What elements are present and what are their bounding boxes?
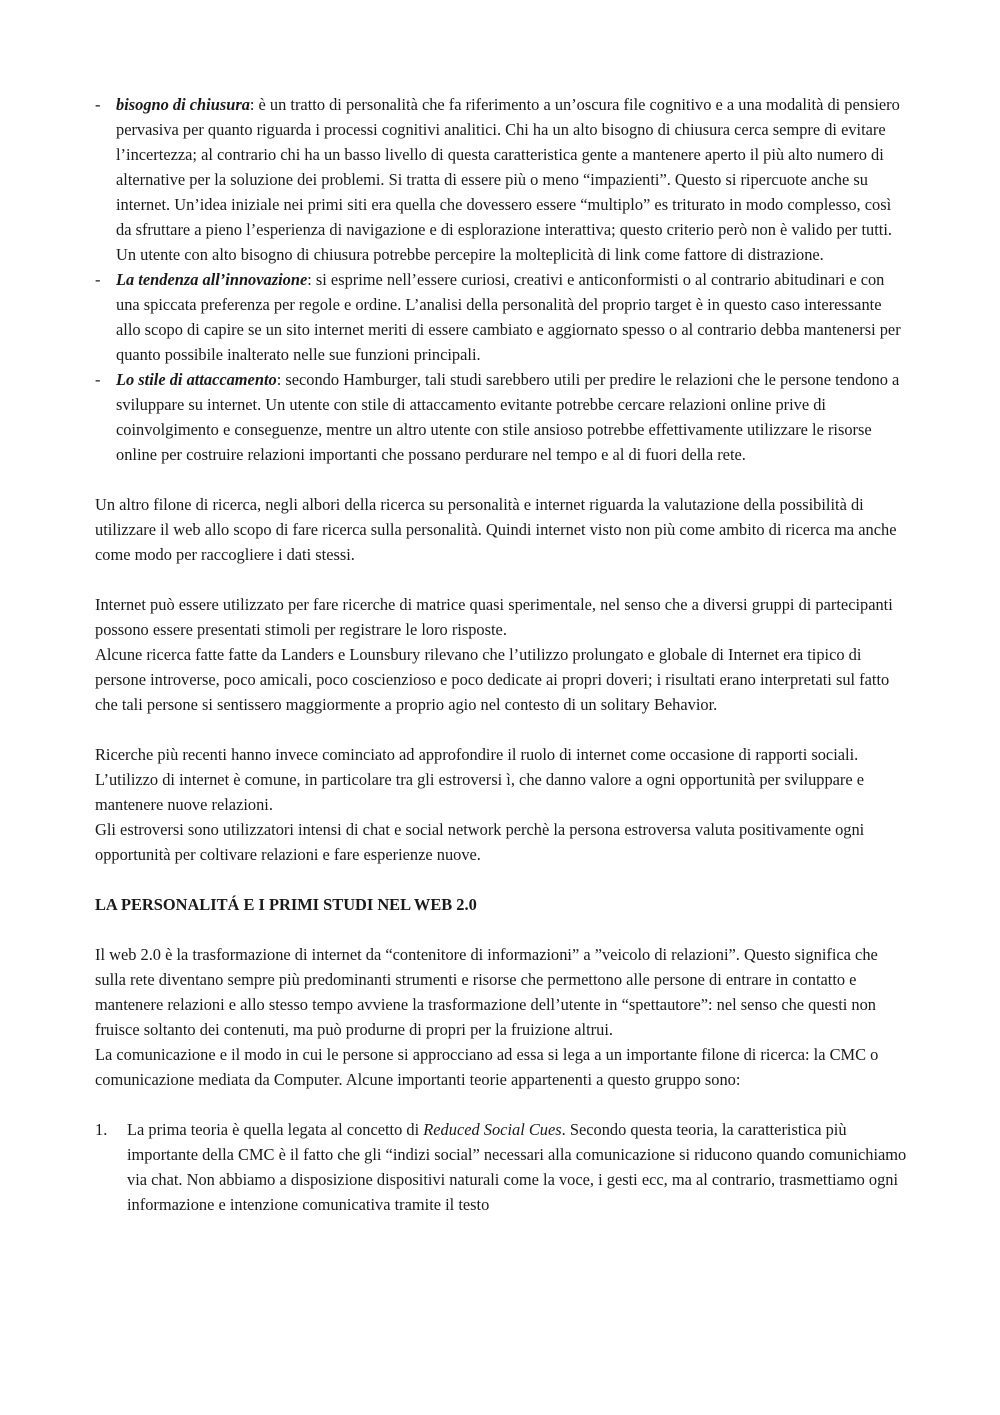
bullet-text: : secondo Hamburger, tali studi sarebbero utili per predire le relazioni che le persone tendono a sviluppare su internet. Un utente con stile di attaccamento evitante potrebbe cercare relazioni online prive di coinvolgimento e conseguenze, mentre un altro utente con stile ansioso potrebbe effettivamente utilizzare le risorse online per costruire relazioni importanti che possano perdurare nel tempo e al di fuori della rete. — [116, 370, 900, 464]
bullet-dash: - — [95, 95, 101, 114]
item-text-after: . Secondo questa teoria, la caratteristica più importante della CMC è il fatto che gli “indizi social” necessari alla comunicazione si riducono quando comunichiamo via chat. Non abbiamo a disposizione dispositivi naturali come la voce, i gesti ecc, ma al contrario, trasmettiamo ogni informazione e intenzione comunicativa tramite il testo — [127, 1120, 907, 1214]
bullet-item-bisogno-di-chiusura — [95, 92, 910, 267]
list-number: 1. — [95, 1120, 108, 1139]
item-text-before: La prima teoria è quella legata al concetto di — [127, 1120, 424, 1139]
bullet-term: bisogno di chiusura — [116, 95, 250, 114]
paragraph: Ricerche più recenti hanno invece cominciato ad approfondire il ruolo di internet come occasione di rapporti sociali. L’utilizzo di internet è comune, in particolare tra gli estroversi ì, che danno valore a ogni opportunità per sviluppare e mantenere nuove relazioni. — [95, 745, 865, 814]
bullet-term: La tendenza all’innovazione — [116, 270, 308, 289]
bullet-dash: - — [95, 270, 101, 289]
paragraph: Alcune ricerca fatte fatte da Landers e Lounsbury rilevano che l’utilizzo prolungato e globale di Internet era tipico di persone introverse, poco amicali, poco coscienzioso e poco dedicate ai propri doveri; i risultati erano interpretati sul fatto che tali persone si sentissero maggiormente a proprio agio nel contesto di un solitary Behavior. — [95, 645, 890, 714]
bullet-dash: - — [95, 370, 101, 389]
paragraph: Il web 2.0 è la trasformazione di internet da “contenitore di informazioni” a ”veicolo di relazioni”. Questo significa che sulla rete diventano sempre più predominanti strumenti e risorse che permettono alle persone di entrare in contatto e mantenere relazioni e allo stesso tempo avviene la trasformazione dell’utente in “spettautore”: nel senso che questi non fruisce soltanto dei contenuti, ma può produrne di propri per la fruizione altrui. — [95, 945, 878, 1039]
bullet-item-stile-attaccamento — [95, 367, 910, 467]
bullet-item-tendenza-innovazione — [95, 267, 910, 367]
paragraph: Internet può essere utilizzato per fare ricerche di matrice quasi sperimentale, nel senso che a diversi gruppi di partecipanti possono essere presentati stimoli per registrare le loro risposte. — [95, 595, 893, 639]
theory-numbered-list — [95, 1117, 910, 1217]
trait-bullet-list — [95, 92, 910, 467]
bullet-text: : è un tratto di personalità che fa riferimento a un’oscura file cognitivo e a una modalità di pensiero pervasiva per quanto riguarda i processi cognitivi analitici. Chi ha un alto bisogno di chiusura cerca sempre di evitare l’incertezza; al contrario chi ha un basso livello di questa caratteristica gente a mantenere aperto il più alto numero di alternative per la soluzione dei problemi. Si tratta di essere più o meno “impazienti”. Questo si ripercuote anche su internet. Un’idea iniziale nei primi siti era quella che dovessero essere “multiplo” es triturato in modo complesso, così da sfruttare a pieno l’esperienza di navigazione e di esplorazione interattiva; questo criterio però non è valido per tutti. Un utente con alto bisogno di chiusura potrebbe percepire la molteplicità di link come fattore di distrazione. — [116, 95, 900, 264]
section-heading: LA PERSONALITÁ E I PRIMI STUDI NEL WEB 2.0 — [95, 895, 477, 914]
paragraph: La comunicazione e il modo in cui le persone si approcciano ad essa si lega a un importante filone di ricerca: la CMC o comunicazione mediata da Computer. Alcune importanti teorie appartenenti a questo gruppo sono: — [95, 1045, 879, 1089]
bullet-text: : si esprime nell’essere curiosi, creativi e anticonformisti o al contrario abitudinari e con una spiccata preferenza per regole e ordine. L’analisi della personalità del proprio target è in questo caso interessante allo scopo di capire se un sito internet meriti di essere cambiato e aggiornato spesso o al contrario debba mantenersi per quanto possibile inalterato nelle sue funzioni principali. — [116, 270, 901, 364]
numbered-item-reduced-social-cues — [95, 1117, 910, 1217]
document-content — [95, 92, 910, 1217]
item-italic-term: Reduced Social Cues — [423, 1120, 562, 1139]
paragraph: Gli estroversi sono utilizzatori intensi di chat e social network perchè la persona estroversa valuta positivamente ogni opportunità per coltivare relazioni e fare esperienze nuove. — [95, 820, 865, 864]
bullet-term: Lo stile di attaccamento — [116, 370, 277, 389]
paragraph: Un altro filone di ricerca, negli albori della ricerca su personalità e internet riguarda la valutazione della possibilità di utilizzare il web allo scopo di fare ricerca sulla personalità. Quindi internet visto non più come ambito di ricerca ma anche come modo per raccogliere i dati stessi. — [95, 495, 897, 564]
